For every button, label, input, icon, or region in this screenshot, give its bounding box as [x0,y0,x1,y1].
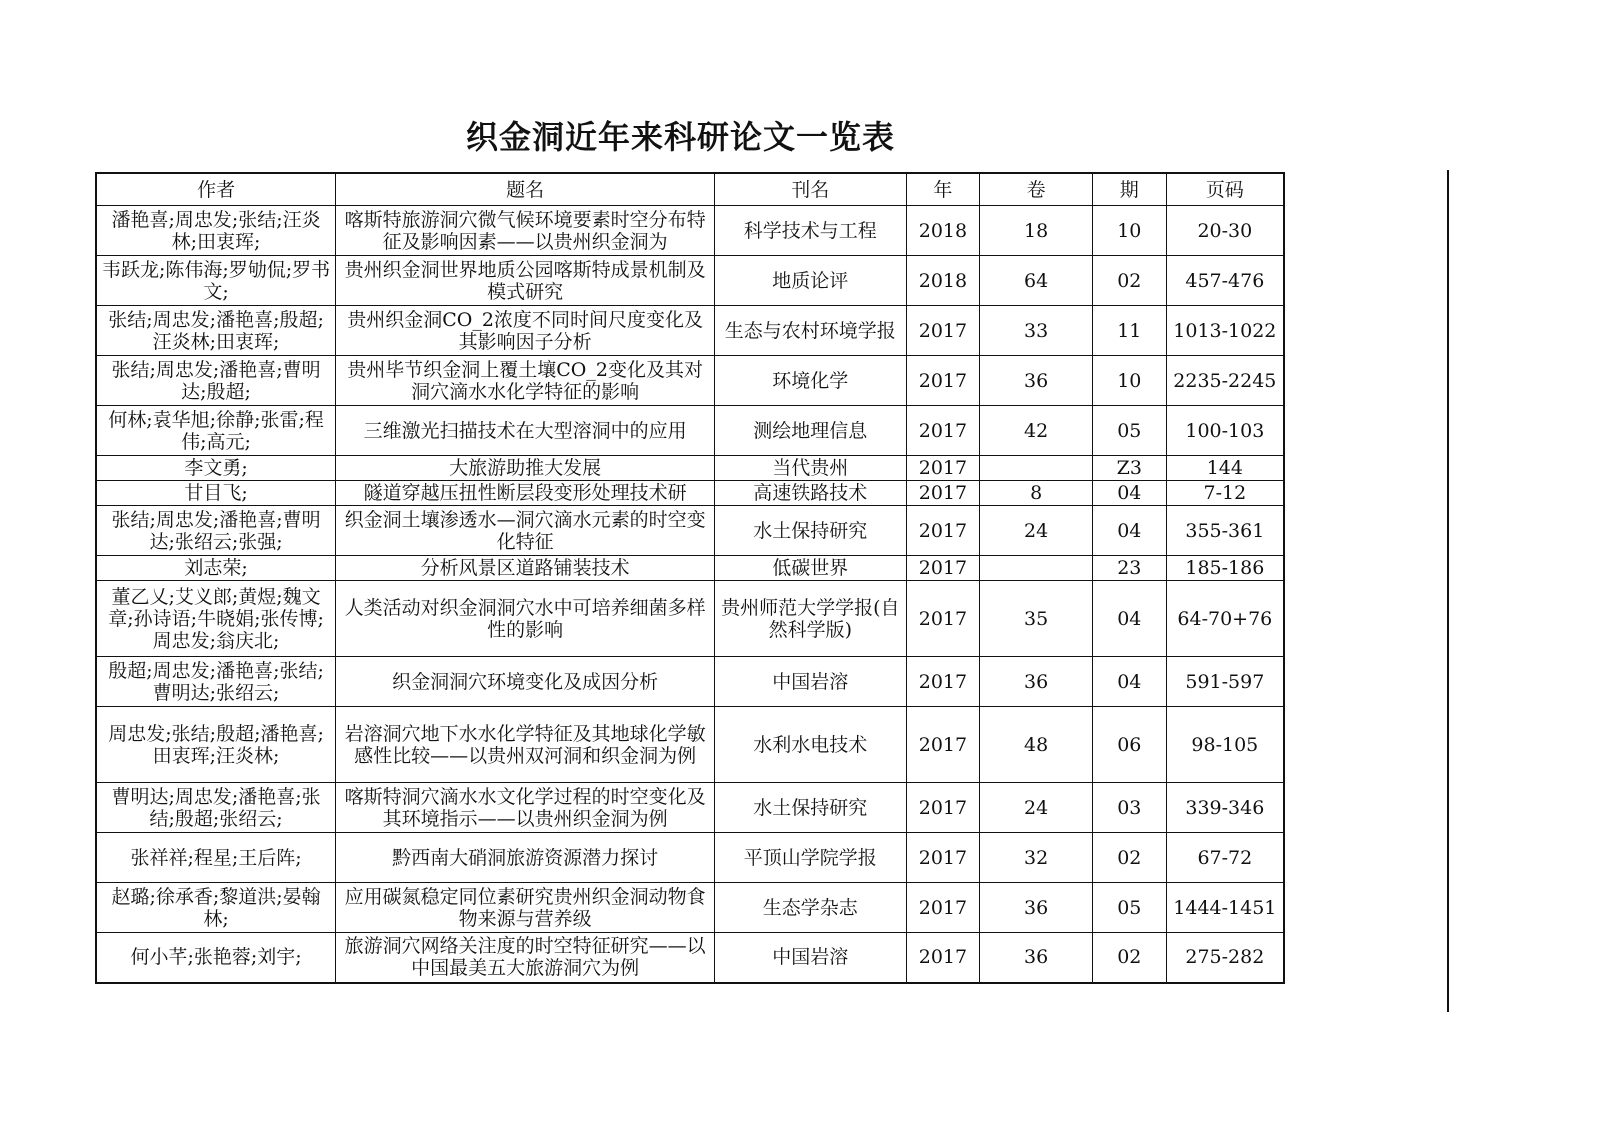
table-row [96,406,1284,456]
table-row [96,306,1284,356]
cell-title: 贵州织金洞世界地质公园喀斯特成景机制及模式研究 [336,256,715,306]
cell-title: 人类活动对织金洞洞穴水中可培养细菌多样性的影响 [336,581,715,657]
cell-pages: 275-282 [1166,933,1284,983]
cell-journal: 当代贵州 [715,456,907,481]
cell-year: 2017 [906,883,980,933]
cell-issue: Z3 [1092,456,1166,481]
cell-journal: 中国岩溶 [715,933,907,983]
cell-title: 织金洞洞穴环境变化及成因分析 [336,657,715,707]
cell-authors: 张结;周忠发;潘艳喜;殷超;汪炎林;田衷珲; [96,306,336,356]
cell-journal: 地质论评 [715,256,907,306]
cell-year: 2017 [906,556,980,581]
cell-year: 2017 [906,933,980,983]
cell-year: 2017 [906,481,980,506]
table-row [96,657,1284,707]
cell-issue: 03 [1092,783,1166,833]
cell-title: 应用碳氮稳定同位素研究贵州织金洞动物食物来源与营养级 [336,883,715,933]
cell-year: 2017 [906,356,980,406]
cell-pages: 98-105 [1166,707,1284,783]
cell-authors: 李文勇; [96,456,336,481]
cell-authors: 殷超;周忠发;潘艳喜;张结;曹明达;张绍云; [96,657,336,707]
cell-year: 2017 [906,657,980,707]
cell-authors: 赵璐;徐承香;黎道洪;晏翰林; [96,883,336,933]
cell-title: 喀斯特旅游洞穴微气候环境要素时空分布特征及影响因素——以贵州织金洞为 [336,206,715,256]
cell-issue: 23 [1092,556,1166,581]
cell-title: 分析风景区道路铺装技术 [336,556,715,581]
table-row [96,833,1284,883]
column-header-title: 题名 [336,173,715,206]
cell-pages: 339-346 [1166,783,1284,833]
cell-issue: 02 [1092,833,1166,883]
cell-journal: 高速铁路技术 [715,481,907,506]
cell-journal: 中国岩溶 [715,657,907,707]
cell-journal: 贵州师范大学学报(自然科学版) [715,581,907,657]
cell-year: 2018 [906,206,980,256]
cell-journal: 平顶山学院学报 [715,833,907,883]
column-header-journal: 刊名 [715,173,907,206]
cell-title: 岩溶洞穴地下水水化学特征及其地球化学敏感性比较——以贵州双河洞和织金洞为例 [336,707,715,783]
cell-pages: 20-30 [1166,206,1284,256]
column-header-volume: 卷 [980,173,1093,206]
cell-volume [980,456,1093,481]
table-row [96,883,1284,933]
cell-volume: 35 [980,581,1093,657]
cell-journal: 测绘地理信息 [715,406,907,456]
cell-pages: 457-476 [1166,256,1284,306]
cell-issue: 05 [1092,883,1166,933]
table-row [96,783,1284,833]
cell-pages: 591-597 [1166,657,1284,707]
cell-volume: 8 [980,481,1093,506]
table-row [96,933,1284,983]
cell-issue: 02 [1092,256,1166,306]
cell-authors: 何林;袁华旭;徐静;张雷;程伟;高元; [96,406,336,456]
cell-issue: 10 [1092,356,1166,406]
cell-pages: 144 [1166,456,1284,481]
cell-issue: 04 [1092,506,1166,556]
table-row [96,481,1284,506]
cell-authors: 周忠发;张结;殷超;潘艳喜;田衷珲;汪炎林; [96,707,336,783]
cell-authors: 张结;周忠发;潘艳喜;曹明达;殷超; [96,356,336,406]
cell-year: 2017 [906,581,980,657]
cell-authors: 张祥祥;程星;王后阵; [96,833,336,883]
cell-journal: 环境化学 [715,356,907,406]
cell-issue: 04 [1092,657,1166,707]
cell-journal: 生态学杂志 [715,883,907,933]
table-row [96,581,1284,657]
cell-journal: 水土保持研究 [715,506,907,556]
cell-issue: 02 [1092,933,1166,983]
cell-authors: 潘艳喜;周忠发;张结;汪炎林;田衷珲; [96,206,336,256]
cell-volume: 36 [980,933,1093,983]
cell-title: 三维激光扫描技术在大型溶洞中的应用 [336,406,715,456]
cell-year: 2017 [906,783,980,833]
cell-authors: 张结;周忠发;潘艳喜;曹明达;张绍云;张强; [96,506,336,556]
cell-authors: 刘志荣; [96,556,336,581]
cell-title: 喀斯特洞穴滴水水文化学过程的时空变化及其环境指示——以贵州织金洞为例 [336,783,715,833]
page-divider-line [1447,170,1449,1012]
cell-title: 黔西南大硝洞旅游资源潜力探讨 [336,833,715,883]
cell-pages: 64-70+76 [1166,581,1284,657]
cell-volume [980,556,1093,581]
table-row [96,356,1284,406]
cell-volume: 33 [980,306,1093,356]
cell-journal: 生态与农村环境学报 [715,306,907,356]
cell-year: 2017 [906,406,980,456]
cell-volume: 48 [980,707,1093,783]
cell-journal: 科学技术与工程 [715,206,907,256]
cell-authors: 甘目飞; [96,481,336,506]
page-title: 织金洞近年来科研论文一览表 [466,118,896,156]
column-header-year: 年 [906,173,980,206]
column-header-issue: 期 [1092,173,1166,206]
cell-issue: 10 [1092,206,1166,256]
table-row [96,506,1284,556]
papers-table [95,172,1285,984]
cell-volume: 36 [980,657,1093,707]
cell-issue: 11 [1092,306,1166,356]
cell-year: 2018 [906,256,980,306]
cell-volume: 36 [980,883,1093,933]
cell-pages: 67-72 [1166,833,1284,883]
cell-volume: 36 [980,356,1093,406]
column-header-authors: 作者 [96,173,336,206]
cell-volume: 18 [980,206,1093,256]
cell-pages: 7-12 [1166,481,1284,506]
cell-pages: 1013-1022 [1166,306,1284,356]
cell-year: 2017 [906,306,980,356]
cell-issue: 04 [1092,581,1166,657]
cell-volume: 24 [980,783,1093,833]
table-row [96,206,1284,256]
table-row [96,456,1284,481]
cell-issue: 05 [1092,406,1166,456]
column-header-pages: 页码 [1166,173,1284,206]
cell-journal: 水利水电技术 [715,707,907,783]
cell-title: 织金洞土壤渗透水—洞穴滴水元素的时空变化特征 [336,506,715,556]
cell-year: 2017 [906,707,980,783]
table-row [96,556,1284,581]
cell-year: 2017 [906,456,980,481]
cell-year: 2017 [906,506,980,556]
cell-pages: 355-361 [1166,506,1284,556]
cell-pages: 1444-1451 [1166,883,1284,933]
cell-journal: 低碳世界 [715,556,907,581]
cell-volume: 64 [980,256,1093,306]
cell-authors: 何小芊;张艳蓉;刘宇; [96,933,336,983]
cell-volume: 42 [980,406,1093,456]
cell-pages: 2235-2245 [1166,356,1284,406]
cell-title: 贵州毕节织金洞上覆土壤CO_2变化及其对洞穴滴水水化学特征的影响 [336,356,715,406]
cell-authors: 曹明达;周忠发;潘艳喜;张结;殷超;张绍云; [96,783,336,833]
cell-pages: 100-103 [1166,406,1284,456]
cell-pages: 185-186 [1166,556,1284,581]
cell-journal: 水土保持研究 [715,783,907,833]
table-header-row [96,173,1284,206]
cell-volume: 32 [980,833,1093,883]
cell-volume: 24 [980,506,1093,556]
table-row [96,256,1284,306]
cell-issue: 04 [1092,481,1166,506]
cell-title: 旅游洞穴网络关注度的时空特征研究——以中国最美五大旅游洞穴为例 [336,933,715,983]
cell-issue: 06 [1092,707,1166,783]
cell-title: 隧道穿越压扭性断层段变形处理技术研 [336,481,715,506]
cell-title: 贵州织金洞CO_2浓度不同时间尺度变化及其影响因子分析 [336,306,715,356]
table-row [96,707,1284,783]
cell-year: 2017 [906,833,980,883]
cell-authors: 董乙乂;艾义郎;黄煜;魏文章;孙诗语;牛晓娟;张传博;周忠发;翁庆北; [96,581,336,657]
cell-title: 大旅游助推大发展 [336,456,715,481]
cell-authors: 韦跃龙;陈伟海;罗劬侃;罗书文; [96,256,336,306]
